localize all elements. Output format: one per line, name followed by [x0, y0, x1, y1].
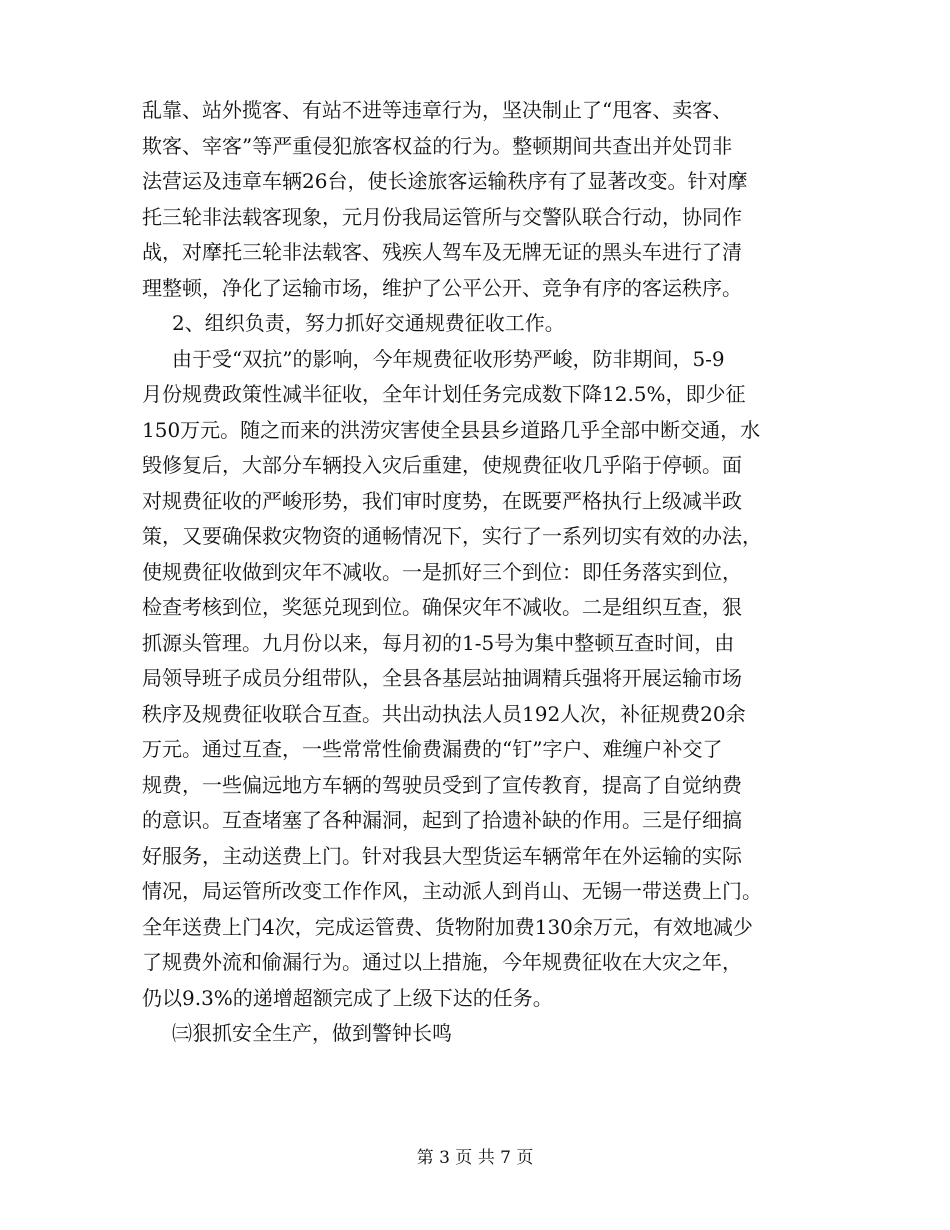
- document-body: [142, 93, 810, 1052]
- paragraph-line: 全年送费上门4次，完成运管费、货物附加费130余万元，有效地减少: [142, 914, 753, 939]
- paragraph-line: 策，又要确保救灾物资的通畅情况下，实行了一系列切实有效的办法，: [142, 524, 762, 548]
- paragraph-line: 毁修复后，大部分车辆投入灾后重建，使规费征收几乎陷于停顿。面: [142, 453, 742, 477]
- paragraph-line: 规费，一些偏远地方车辆的驾驶员受到了宣传教育，提高了自觉纳费: [142, 772, 742, 797]
- paragraph-line: 仍以9.3%的递增超额完成了上级下达的任务。: [142, 985, 553, 1010]
- paragraph-line: 理整顿，净化了运输市场，维护了公平公开、竞争有序的客运秩序。: [142, 275, 742, 300]
- section-heading: ㈢狠抓安全生产，做到警钟长鸣: [172, 1021, 452, 1045]
- paragraph-line: 局领导班子成员分组带队，全县各基层站抽调精兵强将开展运输市场: [142, 666, 742, 690]
- paragraph-line: 好服务，主动送费上门。针对我县大型货运车辆常年在外运输的实际: [142, 843, 742, 868]
- page-number-footer: 第 3 页 共 7 页: [416, 1148, 534, 1168]
- paragraph-line: 托三轮非法载客现象，元月份我局运管所与交警队联合行动，协同作: [142, 204, 742, 229]
- paragraph-line: 情况，局运管所改变工作作风，主动派人到肖山、无锡一带送费上门。: [142, 879, 762, 903]
- paragraph-line: 由于受“双抗”的影响，今年规费征收形势严峻，防非期间，5-9: [172, 346, 725, 371]
- paragraph-line: 检查考核到位，奖惩兑现到位。确保灾年不减收。二是组织互查，狠: [142, 595, 742, 619]
- paragraph-line: 欺客、宰客”等严重侵犯旅客权益的行为。整顿期间共查出并处罚非: [142, 133, 733, 158]
- paragraph-line: 乱靠、站外揽客、有站不进等违章行为，坚决制止了“甩客、卖客、: [142, 98, 733, 122]
- paragraph-line: 月份规费政策性减半征收，全年计划任务完成数下降12.5%，即少征: [142, 382, 746, 406]
- paragraph-line: 秩序及规费征收联合互查。共出动执法人员192人次，补征规费20余: [142, 701, 746, 726]
- paragraph-line: 战，对摩托三轮非法载客、残疾人驾车及无牌无证的黑头车进行了清: [142, 240, 742, 264]
- paragraph-line: 对规费征收的严峻形势，我们审时度势，在既要严格执行上级减半政: [142, 488, 742, 513]
- paragraph-line: 150万元。随之而来的洪涝灾害使全县县乡道路几乎全部中断交通，水: [142, 417, 761, 442]
- paragraph-line: 的意识。互查堵塞了各种漏洞，起到了拾遗补缺的作用。三是仔细搞: [142, 808, 742, 832]
- paragraph-line: 使规费征收做到灾年不减收。一是抓好三个到位：即任务落实到位，: [142, 559, 742, 584]
- paragraph-line: 万元。通过互查，一些常常性偷费漏费的“钉”字户、难缠户补交了: [142, 737, 723, 761]
- paragraph-line: 抓源头管理。九月份以来，每月初的1-5号为集中整顿互查时间，由: [142, 630, 735, 655]
- paragraph-line: 了规费外流和偷漏行为。通过以上措施，今年规费征收在大灾之年，: [142, 950, 742, 974]
- paragraph-line: 法营运及违章车辆26台，使长途旅客运输秩序有了显著改变。针对摩: [142, 169, 748, 193]
- section-heading: 2、组织负责，努力抓好交通规费征收工作。: [172, 311, 565, 335]
